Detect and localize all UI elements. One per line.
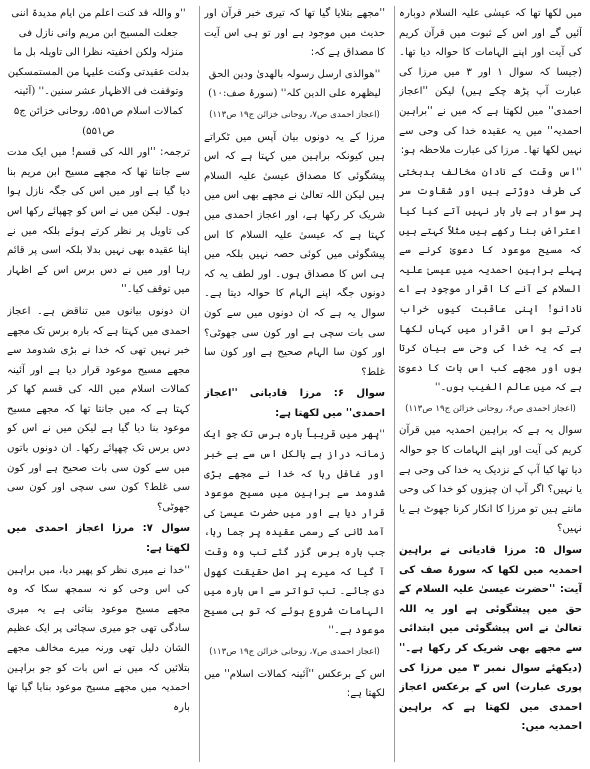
reference-citation: (اعجاز احمدی ص۷، روحانی خزائن ج۱۹ ص۱۱۳): [209, 109, 380, 120]
reference-citation: (اعجاز احمدی ص۷، روحانی خزائن ج۱۹ ص۱۱۳): [209, 647, 380, 657]
paragraph: ان دونوں بیانوں میں تناقض ہے۔ اعجاز احمدی میں کہتا ہے کہ بارہ برس تک مجھے خبر نہیں تھی کہ خدا نے بڑی شدومد سے مجھے مسیح موعود قرار دیا ہے اور آئینہ کمالات اسلام میں اللہ کی قسم کھا کر کہتا ہے کہ میں جانتا تھا کہ مجھے مسیح موعود بنا دیا گیا ہے لیکن میں نے اس کو دس برس تک چھپائے رکھا۔ ان دونوں باتوں میں سے کون سی بات صحیح ہے اور کون سی غلط؟ کون سی سچی اور کون سی جھوٹی؟: [7, 305, 190, 513]
block-quote: ''پھر میں قریباً بارہ برس تک جو ایک زمانہ دراز ہے بالکل اس سے بے خبر اور غافل رہا کہ خدا نے مجھے بڑی شدومد سے براہین میں مسیح موعود قرار دیا ہے اور میں حضرت عیسیٰ کی آمد ثانی کے رسمی عقیدہ پر جما رہا، جب بارہ برس گزر گئے تب وہ وقت آ گیا کہ میرے پر اصل حقیقت کھول دی جائے۔ تب تواتر سے اس بارہ میں الہامات شروع ہوئے کہ تو ہی مسیح موعود ہے۔'': [204, 429, 385, 637]
question-heading: سوال ۷: مرزا اعجاز احمدی میں لکھتا ہے:: [7, 523, 190, 555]
column-divider: [394, 6, 395, 762]
column-divider: [199, 6, 200, 762]
text-column-left: [7, 4, 190, 764]
block-quote: ''اس وقت کے نادان مخالف بدبختی کی طرف دوڑتے ہیں اور شقاوت سر پر سوار ہے بار بار نہیں آتے کیا کیا اعتراض بنا رکھے ہیں مثلاً کہتے ہیں کہ مسیح موعود کا دعویٰ کرنے سے پہلے براہین احمدیہ میں عیسیٰ علیہ السلام کے آنے کا اقرار موجود ہے اے نادانو! اپنی عاقبت کیوں خراب کرتے ہو اس اقرار میں کہاں لکھا ہے کہ یہ خدا کی وحی سے بیان کرتا ہوں اور مجھے کب اس بات کا دعویٰ ہے کہ میں عالم الغیب ہوں۔'': [399, 166, 582, 394]
reference-citation: (اعجاز احمدی ص۶، روحانی خزائن ج۱۹ ص۱۱۳): [405, 403, 576, 414]
paragraph: سوال یہ ہے کہ براہین احمدیہ میں قرآن کریم کی آیت اور اپنے الہامات کا جو حوالہ دیا تھا کیا آپ کے نزدیک یہ خدا کی وحی ہے یا نہیں؟ اگر آپ ان چیزوں کو خدا کی وحی مانتے ہیں تو مرزا کا انکار کرنا جھوٹ ہے یا نہیں؟: [399, 425, 582, 535]
question-heading: سوال ۶: مرزا قادیانی ''اعجاز احمدی'' میں لکھتا ہے:: [204, 388, 385, 419]
block-quote: ''خدا نے میری نظر کو پھیر دیا، میں براہین کی اس وحی کو نہ سمجھ سکا کہ وہ مجھے مسیح موعود بناتی ہے یہ میری سادگی تھی جو میری سچائی پر ایک عظیم الشان دلیل تھی ورنہ میرے مخالف مجھے بتلائیں کہ میں نے اس بات کو جو براہین احمدیہ میں مجھے مسیح موعود بنایا گیا تھا بارہ: [7, 564, 190, 713]
paragraph: ''مجھے بتلایا گیا تھا کہ تیری خبر قرآن اور حدیث میں موجود ہے اور تو ہی اس آیت کا مصداق ہے کہ:: [204, 8, 385, 59]
arabic-quotation: ''و واللہ قد کنت اعلم من ایام مدیدۃ اننی جعلت المسیح ابن مریم وانی نازل فی منزلہ ولکن اخفیتہ نظرا الی تاویلہ بل ما بدلت عقیدتی وکنت علیہا من المستمسکین وتوقفت فی الاظہار عشر سنین۔'' (آئینہ کمالات اسلام ص۵۵۱، روحانی خزائن ج۵ ص۵۵۱): [7, 8, 190, 137]
arabic-quotation: ''ھوالذی ارسل رسولہ بالھدیٰ ودین الحق لیظھرہ علی الدین کلہ'' (سورۂ صف:۱۰): [208, 68, 381, 100]
paragraph: اس کے برعکس ''آئینہ کمالات اسلام'' میں لکھتا ہے:: [204, 668, 385, 700]
question-heading: سوال ۵: مرزا قادیانی نے براہین احمدیہ میں لکھا کہ سورۂ صف کی آیت: ''حضرت عیسیٰ علیہ السلام کے حق میں پیشگوئی ہے اور یہ اللہ تعالیٰ نے اس پیشگوئی میں ابتدائی سے مجھے بھی شریک کر رکھا ہے۔'' (دیکھئے سوال نمبر ۳ میں مرزا کی پوری عبارت) اس کے برعکس اعجاز احمدی میں لکھتا ہے کہ براہین احمدیہ میں:: [399, 545, 582, 733]
text-column-right: [399, 4, 582, 764]
paragraph: ترجمہ: ''اور اللہ کی قسم! میں ایک مدت سے جانتا تھا کہ مجھے مسیح ابن مریم بنا دیا گیا ہے اور میں اس کی جگہ نازل ہوا ہوں۔ لیکن میں نے اس کو چھپائے رکھا اس کی تاویل پر نظر کرتے ہوئے بلکہ میں نے اپنا عقیدہ بھی نہیں بدلا بلکہ اسی پر قائم رہا اور میں نے دس برس اس کے اظہار میں توقف کیا۔'': [7, 147, 190, 296]
paragraph: مرزا کے یہ دونوں بیان آپس میں ٹکراتے ہیں کیونکہ براہین میں کہتا ہے کہ اس پیشگوئی کا مصداق عیسیٰ علیہ السلام ہیں لیکن اللہ تعالیٰ نے مجھے بھی اس میں شریک کر رکھا ہے، اور اعجاز احمدی میں کہتا ہے کہ عیسیٰ علیہ السلام کا اس پیشگوئی میں کوئی حصہ نہیں بلکہ میں ہی اس کا مصداق ہوں۔ اور لطف یہ کہ دونوں جگہ اپنے الہام کا حوالہ دیتا ہے۔ سوال یہ ہے کہ ان دونوں میں سے کون سی بات سچی ہے اور کون سی جھوٹی؟ اور کون سا الہام صحیح ہے اور کون سا غلط؟: [204, 131, 385, 378]
paragraph: میں لکھا تھا کہ عیسٰی علیہ السلام دوبارہ آئیں گے اور اس کے ثبوت میں قرآن کریم کی آیت اور اپنے الہامات کا حوالہ دیا تھا۔ (جیسا کہ سوال ۱ اور ۳ میں مرزا کی عبارت آپ پڑھ چکے ہیں) لیکن ''اعجاز احمدی'' میں لکھتا ہے کہ میں نے ''براہین احمدیہ'' میں یہ عقیدہ خدا کی وحی سے نہیں لکھا تھا۔ مرزا کی عبارت ملاحظہ ہو:: [399, 8, 582, 157]
text-column-middle: [204, 4, 385, 764]
